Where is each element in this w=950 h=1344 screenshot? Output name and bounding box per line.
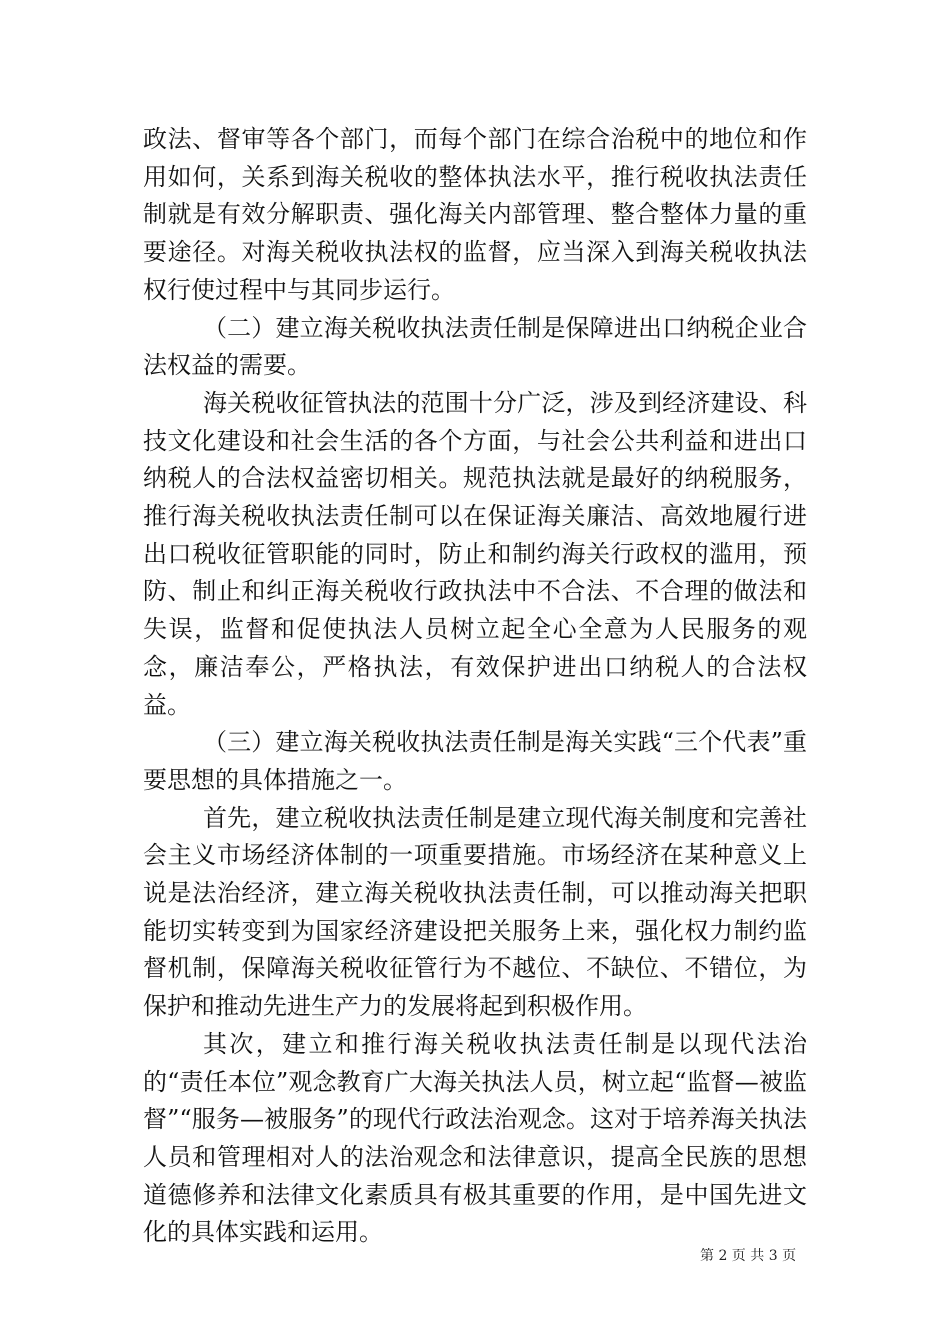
paragraph-body: 其次，建立和推行海关税收执法责任制是以现代法治的“责任本位”观念教育广大海关执法人员，树立起“监督—被监督”“服务—被服务”的现代行政法治观念。这对于培养海关执法人员和管理相对人的法治观念和法律意识，提高全民族的思想道德修养和法律文化素质具有极其重要的作用，是中国先进文化的具体实践和运用。 (143, 1029, 807, 1247)
paragraph-continuation: 政法、督审等各个部门，而每个部门在综合治税中的地位和作用如何，关系到海关税收的整体执法水平，推行税收执法责任制就是有效分解职责、强化海关内部管理、整合整体力量的重要途径。对海关税收执法权的监督，应当深入到海关税收执法权行使过程中与其同步运行。 (143, 125, 807, 304)
paragraph-body: 海关税收征管执法的范围十分广泛，涉及到经济建设、科技文化建设和社会生活的各个方面，与社会公共利益和进出口纳税人的合法权益密切相关。规范执法就是最好的纳税服务，推行海关税收执法责任制可以在保证海关廉洁、高效地履行进出口税收征管职能的同时，防止和制约海关行政权的滥用，预防、制止和纠正海关税收行政执法中不合法、不合理的做法和失误，监督和促使执法人员树立起全心全意为人民服务的观念，廉洁奉公，严格执法，有效保护进出口纳税人的合法权益。 (143, 388, 807, 719)
paragraph-body: 首先，建立税收执法责任制是建立现代海关制度和完善社会主义市场经济体制的一项重要措施。市场经济在某种意义上说是法治经济，建立海关税收执法责任制，可以推动海关把职能切实转变到为国家经济建设把关服务上来，强化权力制约监督机制，保障海关税收征管行为不越位、不缺位、不错位，为保护和推动先进生产力的发展将起到积极作用。 (143, 803, 807, 1021)
section-heading-3: （三）建立海关税收执法责任制是海关实践“三个代表”重要思想的具体措施之一。 (143, 728, 807, 794)
page-number: 第 2 页 共 3 页 (700, 1248, 797, 1264)
document-body (143, 121, 807, 1252)
section-heading-2: （二）建立海关税收执法责任制是保障进出口纳税企业合法权益的需要。 (143, 313, 807, 380)
